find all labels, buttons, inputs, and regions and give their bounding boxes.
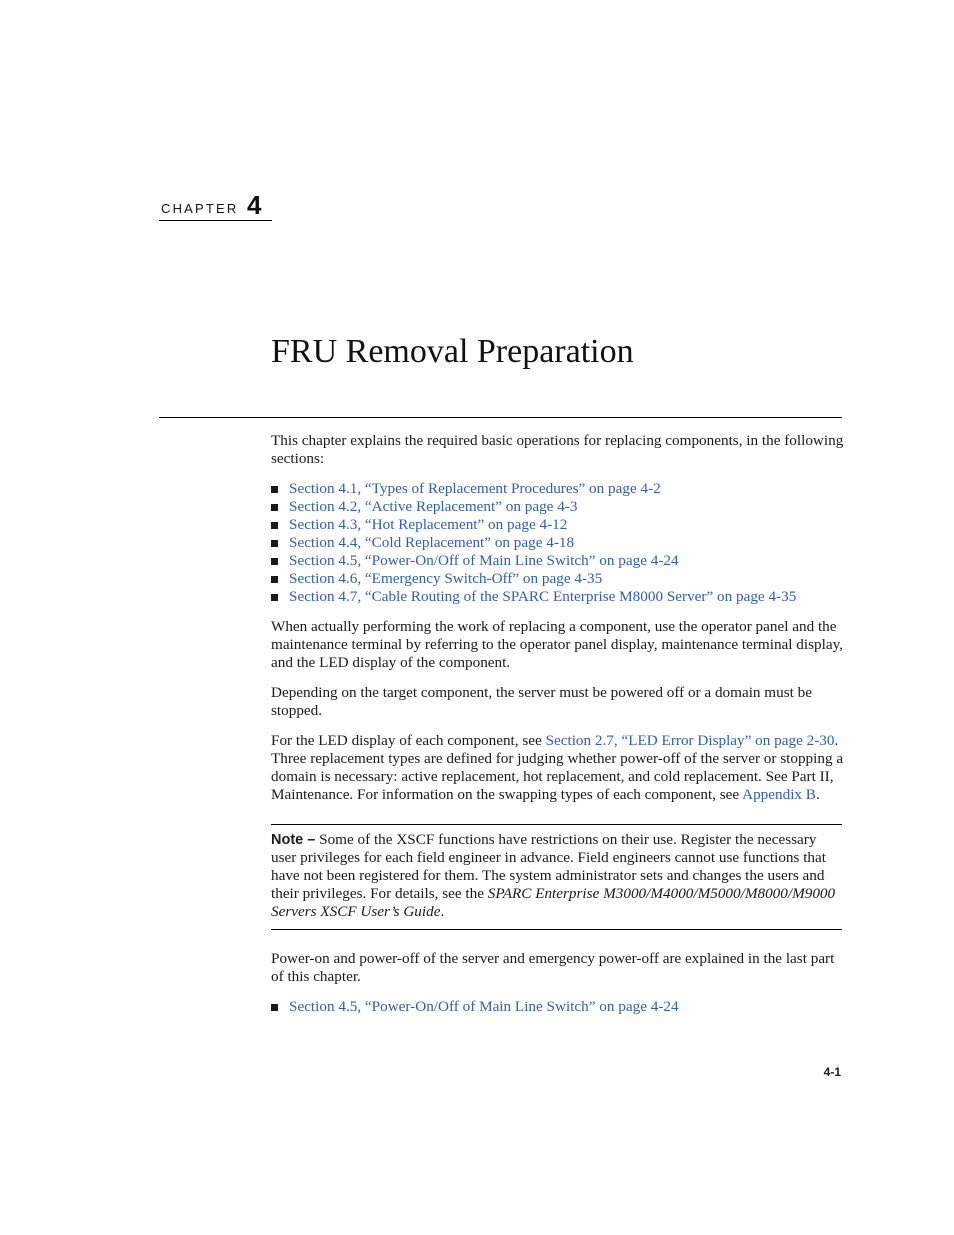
chapter-label bbox=[159, 192, 272, 221]
led-text-suffix: . bbox=[815, 786, 820, 803]
note-text: Some of the XSCF functions have restrictions on their use. Register the necessary user privileges for each field engineer in advance. Field engineers cannot use functions that have not been registered for them. The system administrator sets and changes the users and their privileges. For details, see the bbox=[271, 831, 826, 902]
note-book-title: SPARC Enterprise M3000/M4000/M5000/M8000/M9000 Servers XSCF User’s Guide bbox=[271, 885, 836, 920]
square-bullet-icon bbox=[271, 522, 278, 529]
section-list bbox=[271, 480, 845, 606]
operator-paragraph: When actually performing the work of replacing a component, use the operator panel and the maintenance terminal by referring to the operator panel display, maintenance terminal display, and the LED display of the component. bbox=[271, 618, 843, 671]
list-item bbox=[271, 552, 845, 570]
intro-paragraph: This chapter explains the required basic operations for replacing components, in the following sections: bbox=[271, 432, 844, 467]
power-paragraph: Power-on and power-off of the server and emergency power-off are explained in the last part of this chapter. bbox=[271, 950, 835, 985]
list-item bbox=[271, 498, 845, 516]
page-number: 4-1 bbox=[823, 1065, 841, 1079]
square-bullet-icon bbox=[271, 504, 278, 511]
led-paragraph bbox=[271, 732, 845, 804]
led-text-prefix: For the LED display of each component, see bbox=[271, 732, 546, 749]
section-link-4-1[interactable]: Section 4.1, “Types of Replacement Procedures” on page 4-2 bbox=[289, 480, 661, 497]
square-bullet-icon bbox=[271, 558, 278, 565]
section-link-4-4[interactable]: Section 4.4, “Cold Replacement” on page 4-18 bbox=[289, 534, 575, 551]
led-text-middle: . Three replacement types are defined for judging whether power-off of the server or stopping a domain is necessary: active replacement, hot replacement, and cold replacement. See Part II, Maintenance. For information on the swapping types of each component, see bbox=[271, 732, 844, 803]
chapter-word: CHAPTER bbox=[161, 201, 239, 216]
section-link-4-5[interactable]: Section 4.5, “Power-On/Off of Main Line Switch” on page 4-24 bbox=[289, 552, 679, 569]
list-item bbox=[271, 516, 845, 534]
list-item bbox=[271, 534, 845, 552]
note-label: Note – bbox=[271, 832, 316, 848]
note-end: . bbox=[440, 903, 445, 920]
led-error-display-link[interactable]: Section 2.7, “LED Error Display” on page 2-30 bbox=[545, 732, 835, 749]
square-bullet-icon bbox=[271, 540, 278, 547]
square-bullet-icon bbox=[271, 1004, 278, 1011]
section-link-4-5-final[interactable]: Section 4.5, “Power-On/Off of Main Line Switch” on page 4-24 bbox=[289, 998, 679, 1015]
list-item bbox=[271, 480, 845, 498]
page-title: FRU Removal Preparation bbox=[271, 333, 634, 370]
chapter-number: 4 bbox=[247, 190, 262, 220]
section-link-4-3[interactable]: Section 4.3, “Hot Replacement” on page 4-12 bbox=[289, 516, 568, 533]
square-bullet-icon bbox=[271, 594, 278, 601]
body-column bbox=[271, 432, 845, 1028]
list-item bbox=[271, 570, 845, 588]
note-box bbox=[271, 824, 842, 930]
final-section-list bbox=[271, 998, 845, 1016]
list-item bbox=[271, 588, 845, 606]
depending-paragraph: Depending on the target component, the server must be powered off or a domain must be stopped. bbox=[271, 684, 812, 719]
title-rule bbox=[159, 417, 842, 418]
section-link-4-2[interactable]: Section 4.2, “Active Replacement” on page 4-3 bbox=[289, 498, 578, 515]
list-item bbox=[271, 998, 845, 1016]
section-link-4-7[interactable]: Section 4.7, “Cable Routing of the SPARC Enterprise M8000 Server” on page 4-35 bbox=[289, 588, 797, 605]
square-bullet-icon bbox=[271, 576, 278, 583]
section-link-4-6[interactable]: Section 4.6, “Emergency Switch-Off” on page 4-35 bbox=[289, 570, 603, 587]
square-bullet-icon bbox=[271, 486, 278, 493]
appendix-b-link[interactable]: Appendix B bbox=[742, 786, 816, 803]
